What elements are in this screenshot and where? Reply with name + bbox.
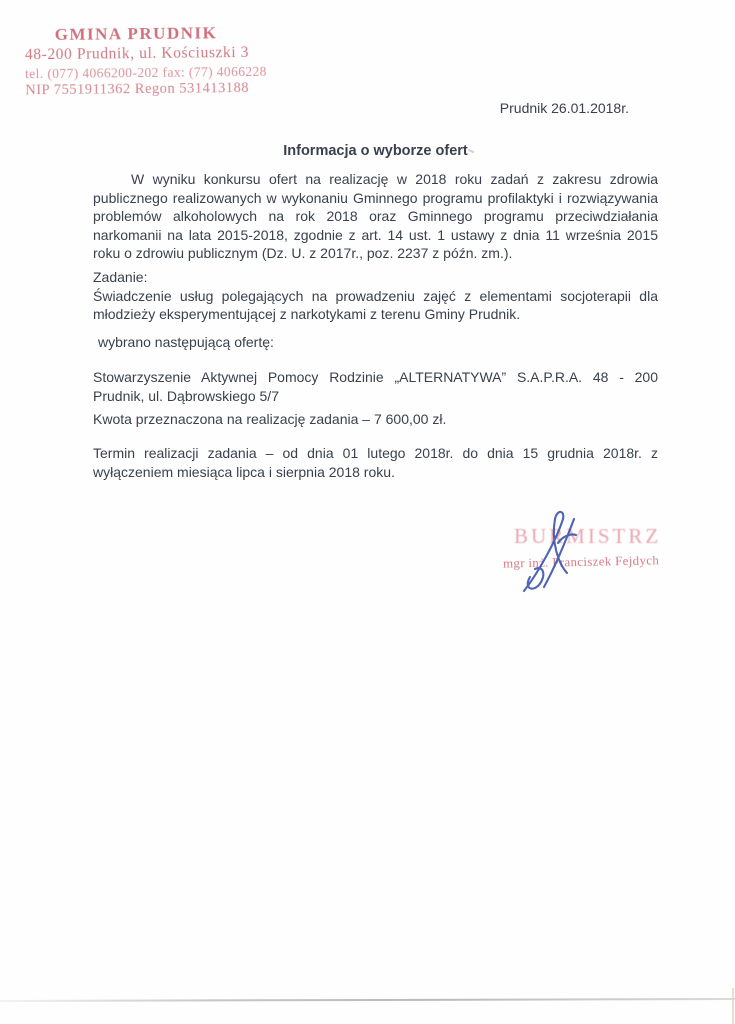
mayor-name-stamp: mgr inż. Franciszek Fejdych <box>502 552 660 571</box>
task-label: Zadanie: <box>93 269 148 285</box>
amount-line: Kwota przeznaczona na realizację zadania – 7 600,00 zł. <box>93 411 447 427</box>
intro-paragraph: W wyniku konkursu ofert na realizację w 2018 roku zadań z zakresu zdrowia publicznego realizowanych w wykonaniu Gminnego programu profilaktyki i rozwiązywania problemów alkoholowych na rok 2018 oraz Gminnego programu przeciwdziałania narkomanii na lata 2015-2018, zgodnie z art. 14 ust. 1 ustawy z dnia 11 września 2015 roku o zdrowiu publicznym (Dz. U. z 2017r., poz. 2237 z późn. zm.). <box>93 171 658 262</box>
chosen-offer-text: Stowarzyszenie Aktywnej Pomocy Rodzinie „ALTERNATYWA” S.A.P.R.A. 48 - 200 Prudnik, ul. Dąbrowskiego 5/7 <box>93 369 658 404</box>
task-description: Świadczenie usług polegających na prowadzeniu zajęć z elementami socjoterapii dla młodzieży eksperymentującej z narkotykami z terenu Gminy Prudnik. <box>93 287 658 323</box>
term-block <box>93 444 658 481</box>
place-and-date: Prudnik 26.01.2018r. <box>499 100 629 116</box>
stamp-phone-fax: tel. (077) 4066200-202 fax: (77) 4066228 <box>25 63 267 81</box>
term-line: Termin realizacji zadania – od dnia 01 lutego 2018r. do dnia 15 grudnia 2018r. z wyłączeniem miesiąca lipca i sierpnia 2018 roku. <box>93 445 658 480</box>
chosen-offer-label: wybrano następującą ofertę: <box>98 334 274 350</box>
chosen-offer-block <box>93 368 658 405</box>
stamp-address: 48-200 Prudnik, ul. Kościuszki 3 <box>24 43 250 63</box>
mayor-role-stamp: BURMISTRZ <box>514 524 662 548</box>
handwritten-signature-ink <box>512 503 596 595</box>
scan-edge-artifact <box>732 988 734 1024</box>
task-section <box>93 268 658 324</box>
stamp-org-name: GMINA PRUDNIK <box>54 23 218 44</box>
intro-paragraph-block <box>93 170 658 263</box>
document-title: Informacja o wyborze ofert <box>283 143 468 159</box>
office-stamp <box>25 23 267 100</box>
stamp-nip-regon: NIP 7551911362 Regon 531413188 <box>25 80 250 99</box>
amount-block <box>93 410 658 429</box>
scan-line-artifact <box>0 998 735 1002</box>
